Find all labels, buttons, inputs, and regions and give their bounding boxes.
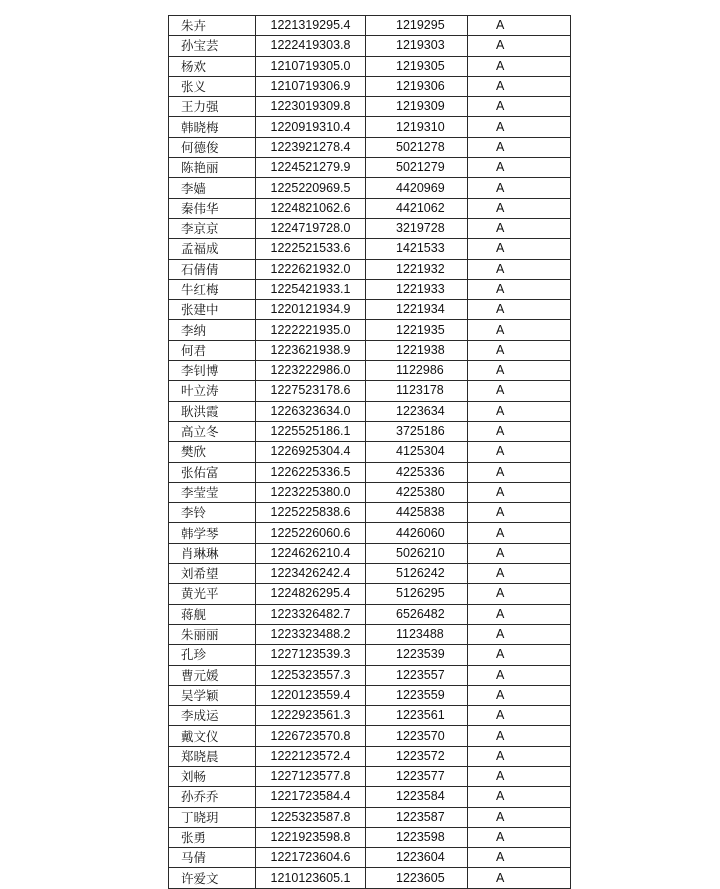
code-cell: 1223577: [366, 766, 468, 786]
table-row: [169, 137, 571, 157]
table-row: [169, 685, 571, 705]
code-cell: 1219306: [366, 76, 468, 96]
name-cell: 肖琳琳: [169, 543, 256, 563]
name-cell: 丁晓玥: [169, 807, 256, 827]
table-row: [169, 624, 571, 644]
id-number-cell: 1210719306.9: [256, 76, 366, 96]
grade-cell: A: [468, 503, 571, 523]
code-cell: 1223584: [366, 787, 468, 807]
grade-cell: A: [468, 76, 571, 96]
grade-cell: A: [468, 523, 571, 543]
id-number-cell: 1227123577.8: [256, 766, 366, 786]
id-number-cell: 1225421933.1: [256, 279, 366, 299]
table-row: [169, 381, 571, 401]
table-row: [169, 36, 571, 56]
table-row: [169, 97, 571, 117]
name-cell: 何德俊: [169, 137, 256, 157]
id-number-cell: 1225525186.1: [256, 421, 366, 441]
grade-cell: A: [468, 117, 571, 137]
name-cell: 戴文仪: [169, 726, 256, 746]
table-row: [169, 766, 571, 786]
name-cell: 吴学颖: [169, 685, 256, 705]
name-cell: 张勇: [169, 827, 256, 847]
code-cell: 1219305: [366, 56, 468, 76]
grade-cell: A: [468, 137, 571, 157]
code-cell: 4225380: [366, 482, 468, 502]
code-cell: 4125304: [366, 442, 468, 462]
grade-cell: A: [468, 827, 571, 847]
code-cell: 4425838: [366, 503, 468, 523]
table-row: [169, 361, 571, 381]
code-cell: 1219309: [366, 97, 468, 117]
grade-cell: A: [468, 401, 571, 421]
grade-cell: A: [468, 868, 571, 888]
code-cell: 5021278: [366, 137, 468, 157]
table-row: [169, 320, 571, 340]
code-cell: 3725186: [366, 421, 468, 441]
code-cell: 1122986: [366, 361, 468, 381]
id-number-cell: 1225225838.6: [256, 503, 366, 523]
grade-cell: A: [468, 543, 571, 563]
table-row: [169, 523, 571, 543]
id-number-cell: 1220121934.9: [256, 300, 366, 320]
table-row: [169, 584, 571, 604]
code-cell: 5126242: [366, 564, 468, 584]
id-number-cell: 1223323488.2: [256, 624, 366, 644]
table-row: [169, 746, 571, 766]
name-cell: 高立冬: [169, 421, 256, 441]
code-cell: 1221932: [366, 259, 468, 279]
name-cell: 孟福成: [169, 239, 256, 259]
table-row: [169, 726, 571, 746]
grade-cell: A: [468, 381, 571, 401]
grade-cell: A: [468, 848, 571, 868]
table-row: [169, 198, 571, 218]
table-row: [169, 218, 571, 238]
grade-cell: A: [468, 198, 571, 218]
grade-cell: A: [468, 462, 571, 482]
grade-cell: A: [468, 624, 571, 644]
grade-cell: A: [468, 564, 571, 584]
table-row: [169, 604, 571, 624]
code-cell: 1223634: [366, 401, 468, 421]
name-cell: 韩学琴: [169, 523, 256, 543]
id-number-cell: 1222923561.3: [256, 706, 366, 726]
grade-cell: A: [468, 604, 571, 624]
table-row: [169, 503, 571, 523]
code-cell: 1221934: [366, 300, 468, 320]
code-cell: 1223604: [366, 848, 468, 868]
code-cell: 1223557: [366, 665, 468, 685]
grade-cell: A: [468, 178, 571, 198]
grade-cell: A: [468, 340, 571, 360]
name-cell: 孙乔乔: [169, 787, 256, 807]
grade-cell: A: [468, 787, 571, 807]
table-row: [169, 16, 571, 36]
id-number-cell: 1223019309.8: [256, 97, 366, 117]
table-row: [169, 178, 571, 198]
code-cell: 1223572: [366, 746, 468, 766]
name-cell: 李纳: [169, 320, 256, 340]
grade-cell: A: [468, 279, 571, 299]
name-cell: 王力强: [169, 97, 256, 117]
code-cell: 1221933: [366, 279, 468, 299]
roster-table-body: [169, 16, 571, 889]
table-row: [169, 56, 571, 76]
table-row: [169, 300, 571, 320]
id-number-cell: 1223225380.0: [256, 482, 366, 502]
table-row: [169, 117, 571, 137]
id-number-cell: 1226225336.5: [256, 462, 366, 482]
table-row: [169, 482, 571, 502]
id-number-cell: 1224521279.9: [256, 158, 366, 178]
name-cell: 牛红梅: [169, 279, 256, 299]
table-row: [169, 706, 571, 726]
code-cell: 1219310: [366, 117, 468, 137]
grade-cell: A: [468, 706, 571, 726]
table-row: [169, 827, 571, 847]
id-number-cell: 1225226060.6: [256, 523, 366, 543]
code-cell: 1221935: [366, 320, 468, 340]
code-cell: 1421533: [366, 239, 468, 259]
grade-cell: A: [468, 97, 571, 117]
name-cell: 李钊博: [169, 361, 256, 381]
grade-cell: A: [468, 442, 571, 462]
table-row: [169, 564, 571, 584]
id-number-cell: 1222221935.0: [256, 320, 366, 340]
code-cell: 1223605: [366, 868, 468, 888]
code-cell: 4421062: [366, 198, 468, 218]
code-cell: 1123178: [366, 381, 468, 401]
id-number-cell: 1224719728.0: [256, 218, 366, 238]
name-cell: 曹元媛: [169, 665, 256, 685]
id-number-cell: 1222521533.6: [256, 239, 366, 259]
name-cell: 孙宝芸: [169, 36, 256, 56]
code-cell: 6526482: [366, 604, 468, 624]
name-cell: 张佑富: [169, 462, 256, 482]
grade-cell: A: [468, 665, 571, 685]
name-cell: 何君: [169, 340, 256, 360]
id-number-cell: 1222123572.4: [256, 746, 366, 766]
table-row: [169, 787, 571, 807]
grade-cell: A: [468, 56, 571, 76]
code-cell: 5026210: [366, 543, 468, 563]
grade-cell: A: [468, 320, 571, 340]
name-cell: 李嫱: [169, 178, 256, 198]
id-number-cell: 1223621938.9: [256, 340, 366, 360]
code-cell: 1223559: [366, 685, 468, 705]
id-number-cell: 1222621932.0: [256, 259, 366, 279]
id-number-cell: 1226723570.8: [256, 726, 366, 746]
id-number-cell: 1223326482.7: [256, 604, 366, 624]
code-cell: 1123488: [366, 624, 468, 644]
id-number-cell: 1210719305.0: [256, 56, 366, 76]
code-cell: 5021279: [366, 158, 468, 178]
id-number-cell: 1225323557.3: [256, 665, 366, 685]
name-cell: 李铃: [169, 503, 256, 523]
id-number-cell: 1221319295.4: [256, 16, 366, 36]
name-cell: 黄光平: [169, 584, 256, 604]
code-cell: 1219303: [366, 36, 468, 56]
grade-cell: A: [468, 158, 571, 178]
grade-cell: A: [468, 16, 571, 36]
name-cell: 朱丽丽: [169, 624, 256, 644]
id-number-cell: 1226323634.0: [256, 401, 366, 421]
table-row: [169, 401, 571, 421]
table-row: [169, 76, 571, 96]
grade-cell: A: [468, 300, 571, 320]
code-cell: 4420969: [366, 178, 468, 198]
name-cell: 马倩: [169, 848, 256, 868]
name-cell: 刘希望: [169, 564, 256, 584]
name-cell: 刘畅: [169, 766, 256, 786]
name-cell: 耿洪霞: [169, 401, 256, 421]
id-number-cell: 1221923598.8: [256, 827, 366, 847]
name-cell: 蒋舰: [169, 604, 256, 624]
table-row: [169, 442, 571, 462]
code-cell: 1223539: [366, 645, 468, 665]
name-cell: 许爱文: [169, 868, 256, 888]
grade-cell: A: [468, 766, 571, 786]
name-cell: 石倩倩: [169, 259, 256, 279]
table-row: [169, 259, 571, 279]
name-cell: 郑晓晨: [169, 746, 256, 766]
id-number-cell: 1220123559.4: [256, 685, 366, 705]
table-row: [169, 543, 571, 563]
id-number-cell: 1226925304.4: [256, 442, 366, 462]
code-cell: 1223587: [366, 807, 468, 827]
name-cell: 张义: [169, 76, 256, 96]
code-cell: 1223598: [366, 827, 468, 847]
name-cell: 李京京: [169, 218, 256, 238]
id-number-cell: 1224821062.6: [256, 198, 366, 218]
grade-cell: A: [468, 685, 571, 705]
name-cell: 陈艳丽: [169, 158, 256, 178]
code-cell: 4426060: [366, 523, 468, 543]
name-cell: 杨欢: [169, 56, 256, 76]
grade-cell: A: [468, 584, 571, 604]
code-cell: 3219728: [366, 218, 468, 238]
id-number-cell: 1222419303.8: [256, 36, 366, 56]
code-cell: 1219295: [366, 16, 468, 36]
name-cell: 孔珍: [169, 645, 256, 665]
grade-cell: A: [468, 218, 571, 238]
grade-cell: A: [468, 726, 571, 746]
code-cell: 5126295: [366, 584, 468, 604]
id-number-cell: 1223921278.4: [256, 137, 366, 157]
name-cell: 李成运: [169, 706, 256, 726]
name-cell: 韩晓梅: [169, 117, 256, 137]
table-row: [169, 848, 571, 868]
id-number-cell: 1210123605.1: [256, 868, 366, 888]
table-row: [169, 158, 571, 178]
id-number-cell: 1223426242.4: [256, 564, 366, 584]
name-cell: 叶立涛: [169, 381, 256, 401]
id-number-cell: 1221723584.4: [256, 787, 366, 807]
table-row: [169, 665, 571, 685]
name-cell: 李莹莹: [169, 482, 256, 502]
id-number-cell: 1221723604.6: [256, 848, 366, 868]
grade-cell: A: [468, 421, 571, 441]
grade-cell: A: [468, 259, 571, 279]
table-row: [169, 279, 571, 299]
code-cell: 1221938: [366, 340, 468, 360]
grade-cell: A: [468, 746, 571, 766]
grade-cell: A: [468, 807, 571, 827]
grade-cell: A: [468, 36, 571, 56]
name-cell: 樊欣: [169, 442, 256, 462]
table-row: [169, 340, 571, 360]
id-number-cell: 1224826295.4: [256, 584, 366, 604]
id-number-cell: 1227123539.3: [256, 645, 366, 665]
id-number-cell: 1220919310.4: [256, 117, 366, 137]
id-number-cell: 1224626210.4: [256, 543, 366, 563]
table-row: [169, 239, 571, 259]
name-cell: 张建中: [169, 300, 256, 320]
table-row: [169, 868, 571, 888]
code-cell: 1223561: [366, 706, 468, 726]
table-row: [169, 807, 571, 827]
table-row: [169, 462, 571, 482]
id-number-cell: 1227523178.6: [256, 381, 366, 401]
grade-cell: A: [468, 645, 571, 665]
code-cell: 4225336: [366, 462, 468, 482]
id-number-cell: 1225323587.8: [256, 807, 366, 827]
name-cell: 朱卉: [169, 16, 256, 36]
id-number-cell: 1225220969.5: [256, 178, 366, 198]
grade-cell: A: [468, 361, 571, 381]
grade-cell: A: [468, 239, 571, 259]
id-number-cell: 1223222986.0: [256, 361, 366, 381]
table-row: [169, 645, 571, 665]
table-row: [169, 421, 571, 441]
code-cell: 1223570: [366, 726, 468, 746]
name-cell: 秦伟华: [169, 198, 256, 218]
roster-table: [168, 15, 571, 889]
grade-cell: A: [468, 482, 571, 502]
